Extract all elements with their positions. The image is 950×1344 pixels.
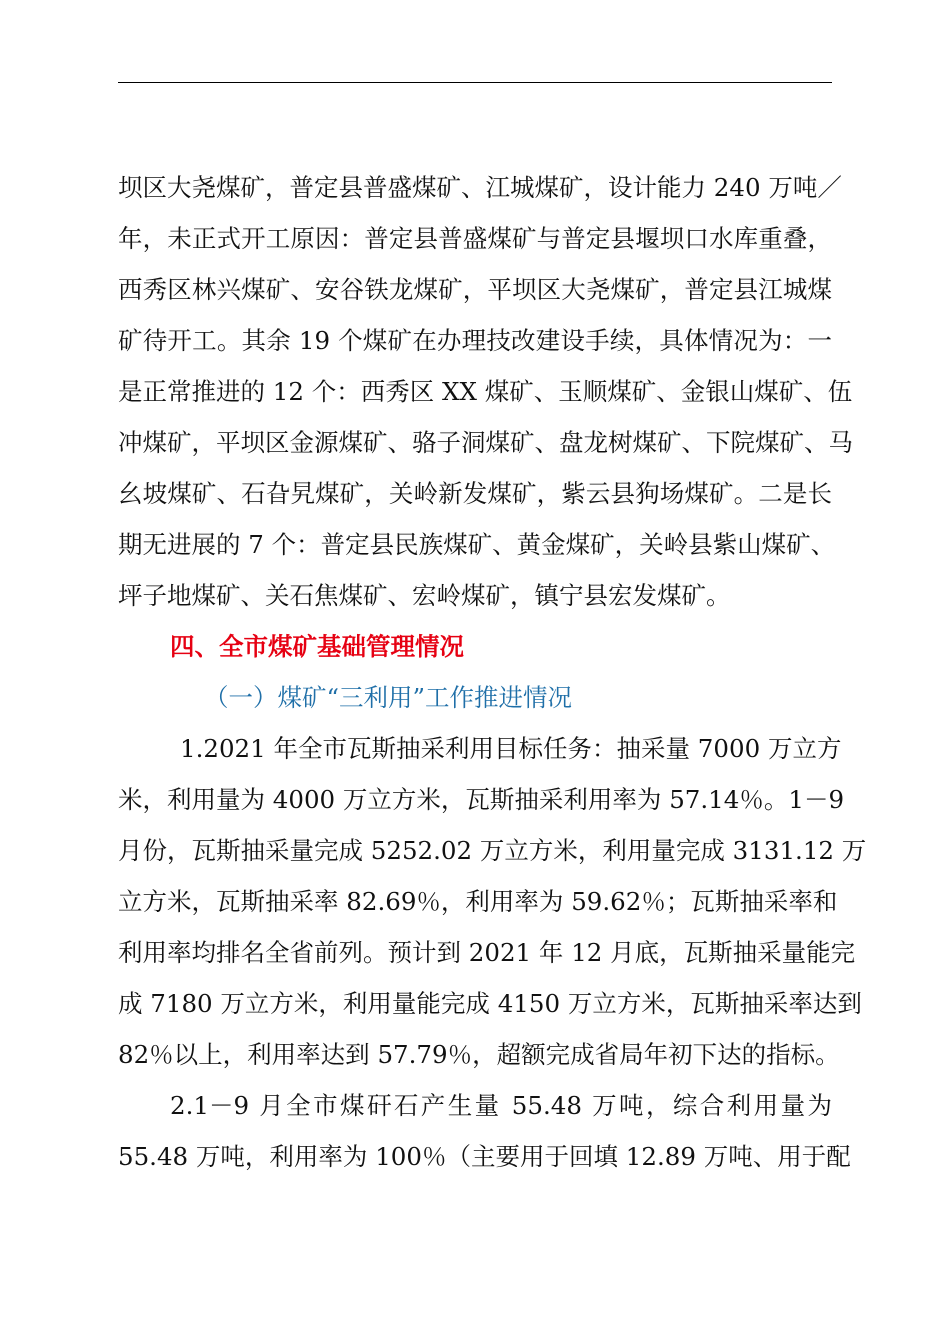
text-line: 月份，瓦斯抽采量完成 5252.02 万立方米，利用量完成 3131.12 万 <box>118 836 867 865</box>
text-line: 是正常推进的 12 个：西秀区 XX 煤矿、玉顺煤矿、金银山煤矿、伍 <box>118 377 853 406</box>
text-line: 成 7180 万立方米，利用量能完成 4150 万立方米，瓦斯抽采率达到 <box>118 989 862 1018</box>
text-line: 矿待开工。其余 19 个煤矿在办理技改建设手续，具体情况为：一 <box>118 326 832 355</box>
text-line: 西秀区林兴煤矿、安谷铁龙煤矿，平坝区大尧煤矿，普定县江城煤 <box>118 275 832 304</box>
text-line: 82％以上，利用率达到 57.79％，超额完成省局年初下达的指标。 <box>118 1040 840 1069</box>
subsection-heading: （一）煤矿“三利用”工作推进情况 <box>204 683 573 712</box>
document-body <box>118 162 867 1182</box>
text-line: 2.1－9 月全市煤矸石产生量 55.48 万吨，综合利用量为 <box>170 1091 832 1120</box>
text-line: 55.48 万吨，利用率为 100％（主要用于回填 12.89 万吨、用于配 <box>118 1142 851 1171</box>
paragraph-gas-utilization <box>118 723 867 1080</box>
text-line: 期无进展的 7 个：普定县民族煤矿、黄金煤矿，关岭县紫山煤矿、 <box>118 530 836 559</box>
text-line: 利用率均排名全省前列。预计到 2021 年 12 月底，瓦斯抽采量能完 <box>118 938 856 967</box>
paragraph-mine-status <box>118 162 853 621</box>
text-line: 立方米，瓦斯抽采率 82.69％，利用率为 59.62％；瓦斯抽采率和 <box>118 887 838 916</box>
text-line: 冲煤矿，平坝区金源煤矿、骆子洞煤矿、盘龙树煤矿、下院煤矿、马 <box>118 428 853 457</box>
text-line: 坝区大尧煤矿，普定县普盛煤矿、江城煤矿，设计能力 240 万吨／ <box>118 173 842 202</box>
text-line: 米，利用量为 4000 万立方米，瓦斯抽采利用率为 57.14％。1－9 <box>118 785 845 814</box>
text-line: 幺坡煤矿、石旮旯煤矿，关岭新发煤矿，紫云县狗场煤矿。二是长 <box>118 479 832 508</box>
paragraph-gangue-utilization <box>118 1080 851 1182</box>
text-line: 1.2021 年全市瓦斯抽采利用目标任务：抽采量 7000 万立方 <box>180 734 842 763</box>
text-line: 坪子地煤矿、关石焦煤矿、宏岭煤矿，镇宁县宏发煤矿。 <box>118 581 731 610</box>
section-heading: 四、全市煤矿基础管理情况 <box>170 632 464 661</box>
text-line: 年，未正式开工原因：普定县普盛煤矿与普定县堰坝口水库重叠， <box>118 224 832 253</box>
header-rule <box>118 82 832 83</box>
